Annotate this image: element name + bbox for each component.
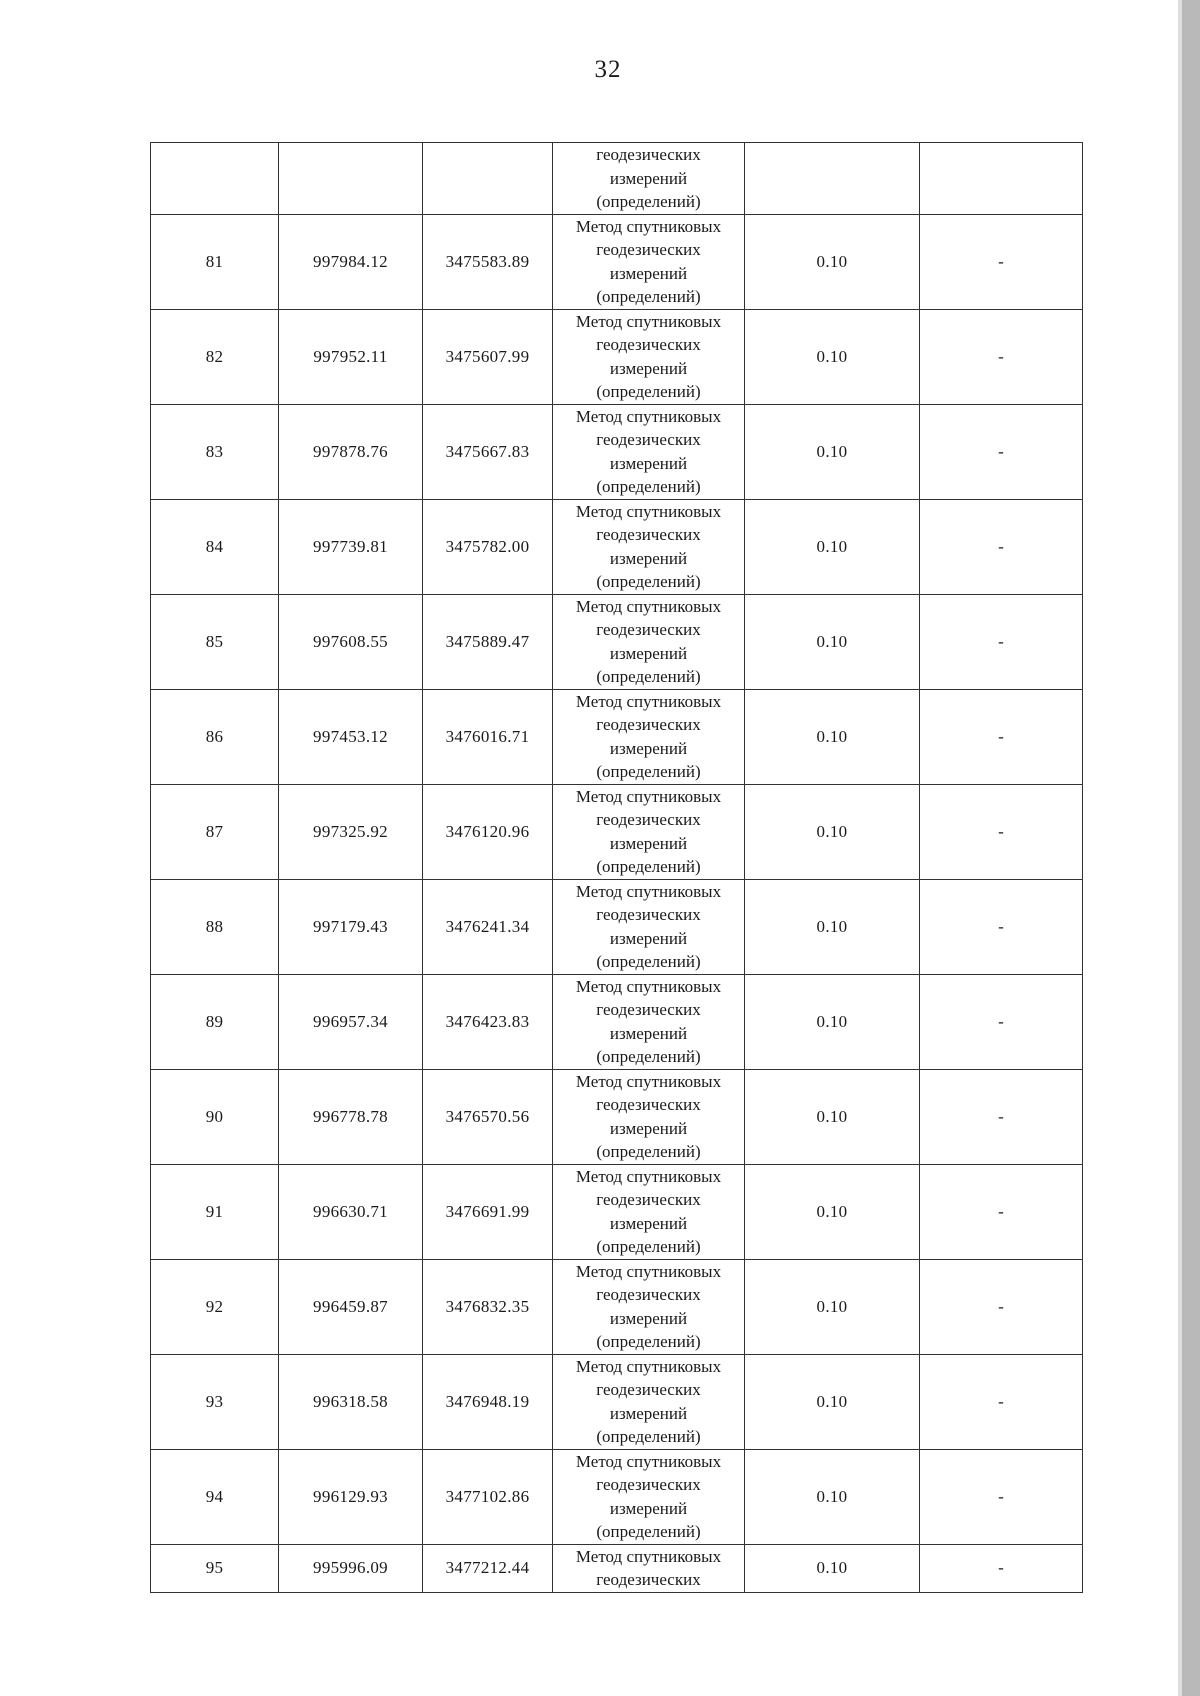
cell-x: 996129.93 bbox=[279, 1449, 423, 1544]
cell-note: - bbox=[920, 1354, 1083, 1449]
table-row bbox=[151, 1449, 1083, 1544]
cell-y: 3476423.83 bbox=[423, 974, 553, 1069]
cell-y: 3476691.99 bbox=[423, 1164, 553, 1259]
method-line: геодезических bbox=[596, 430, 701, 449]
cell-note bbox=[920, 143, 1083, 215]
method-line: измерений bbox=[609, 1213, 688, 1233]
method-line: (определений) bbox=[596, 1047, 701, 1066]
method-line: измерений bbox=[609, 263, 688, 283]
cell-y: 3475607.99 bbox=[423, 309, 553, 404]
cell-number: 86 bbox=[151, 689, 279, 784]
cell-number: 85 bbox=[151, 594, 279, 689]
cell-y: 3476948.19 bbox=[423, 1354, 553, 1449]
cell-y: 3475889.47 bbox=[423, 594, 553, 689]
method-line: измерений bbox=[609, 928, 688, 948]
cell-accuracy: 0.10 bbox=[745, 309, 920, 404]
cell-method bbox=[553, 879, 745, 974]
cell-accuracy: 0.10 bbox=[745, 1544, 920, 1592]
cell-y: 3475667.83 bbox=[423, 404, 553, 499]
cell-note: - bbox=[920, 499, 1083, 594]
method-line: измерений bbox=[609, 1118, 688, 1138]
cell-note: - bbox=[920, 309, 1083, 404]
method-line: (определений) bbox=[596, 762, 701, 781]
method-line: измерений bbox=[609, 168, 688, 188]
cell-y: 3476120.96 bbox=[423, 784, 553, 879]
cell-accuracy: 0.10 bbox=[745, 1449, 920, 1544]
method-line: (определений) bbox=[596, 1142, 701, 1161]
method-line: геодезических bbox=[596, 240, 701, 259]
table-row-continuation bbox=[151, 143, 1083, 215]
table-row bbox=[151, 974, 1083, 1069]
table-row bbox=[151, 784, 1083, 879]
method-line: измерений bbox=[609, 548, 688, 568]
cell-method bbox=[553, 143, 745, 215]
cell-method bbox=[553, 1164, 745, 1259]
cell-x: 997739.81 bbox=[279, 499, 423, 594]
cell-note: - bbox=[920, 594, 1083, 689]
cell-method bbox=[553, 309, 745, 404]
cell-method bbox=[553, 1259, 745, 1354]
method-line: (определений) bbox=[596, 287, 701, 306]
cell-accuracy: 0.10 bbox=[745, 974, 920, 1069]
table-row bbox=[151, 1544, 1083, 1592]
coordinates-table-body bbox=[151, 143, 1083, 1593]
cell-method bbox=[553, 689, 745, 784]
table-row bbox=[151, 1164, 1083, 1259]
cell-note: - bbox=[920, 1544, 1083, 1592]
cell-x: 997608.55 bbox=[279, 594, 423, 689]
method-line: Метод спутниковых bbox=[575, 1071, 722, 1091]
method-line: измерений bbox=[609, 1403, 688, 1423]
method-line: (определений) bbox=[596, 382, 701, 401]
method-line: геодезических bbox=[596, 905, 701, 924]
method-line: Метод спутниковых bbox=[575, 1451, 722, 1471]
method-line: (определений) bbox=[596, 952, 701, 971]
method-line: геодезических bbox=[596, 810, 701, 829]
cell-number: 87 bbox=[151, 784, 279, 879]
cell-y: 3477102.86 bbox=[423, 1449, 553, 1544]
cell-number bbox=[151, 143, 279, 215]
cell-y: 3475782.00 bbox=[423, 499, 553, 594]
cell-number: 88 bbox=[151, 879, 279, 974]
cell-accuracy: 0.10 bbox=[745, 1259, 920, 1354]
method-line: Метод спутниковых bbox=[575, 1356, 722, 1376]
cell-y: 3477212.44 bbox=[423, 1544, 553, 1592]
method-line: Метод спутниковых bbox=[575, 1546, 722, 1566]
cell-number: 89 bbox=[151, 974, 279, 1069]
method-line: геодезических bbox=[596, 715, 701, 734]
method-line: (определений) bbox=[596, 572, 701, 591]
cell-x bbox=[279, 143, 423, 215]
cell-note: - bbox=[920, 974, 1083, 1069]
cell-x: 996778.78 bbox=[279, 1069, 423, 1164]
cell-y: 3476570.56 bbox=[423, 1069, 553, 1164]
cell-number: 93 bbox=[151, 1354, 279, 1449]
cell-note: - bbox=[920, 689, 1083, 784]
cell-accuracy: 0.10 bbox=[745, 784, 920, 879]
cell-y: 3475583.89 bbox=[423, 214, 553, 309]
cell-y bbox=[423, 143, 553, 215]
table-row bbox=[151, 879, 1083, 974]
method-line: геодезических bbox=[596, 145, 701, 164]
method-line: геодезических bbox=[596, 525, 701, 544]
method-line: Метод спутниковых bbox=[575, 501, 722, 521]
table-row bbox=[151, 404, 1083, 499]
table-row bbox=[151, 1354, 1083, 1449]
page-number: 32 bbox=[594, 56, 622, 83]
method-line: Метод спутниковых bbox=[575, 1166, 722, 1186]
cell-x: 996459.87 bbox=[279, 1259, 423, 1354]
cell-method bbox=[553, 784, 745, 879]
method-line: Метод спутниковых bbox=[575, 786, 722, 806]
cell-method bbox=[553, 214, 745, 309]
method-line: геодезических bbox=[596, 1000, 701, 1019]
cell-x: 996630.71 bbox=[279, 1164, 423, 1259]
method-line: геодезических bbox=[596, 1475, 701, 1494]
table-row bbox=[151, 1069, 1083, 1164]
cell-x: 997325.92 bbox=[279, 784, 423, 879]
method-line: Метод спутниковых bbox=[575, 406, 722, 426]
cell-method bbox=[553, 1354, 745, 1449]
cell-x: 997453.12 bbox=[279, 689, 423, 784]
cell-number: 83 bbox=[151, 404, 279, 499]
cell-method bbox=[553, 1069, 745, 1164]
method-line: (определений) bbox=[596, 477, 701, 496]
table-row bbox=[151, 594, 1083, 689]
cell-x: 995996.09 bbox=[279, 1544, 423, 1592]
method-line: (определений) bbox=[596, 857, 701, 876]
method-line: измерений bbox=[609, 643, 688, 663]
cell-method bbox=[553, 1544, 745, 1592]
cell-accuracy: 0.10 bbox=[745, 689, 920, 784]
method-line: геодезических bbox=[596, 1570, 701, 1589]
method-line: геодезических bbox=[596, 1190, 701, 1209]
method-line: геодезических bbox=[596, 335, 701, 354]
cell-number: 84 bbox=[151, 499, 279, 594]
cell-number: 94 bbox=[151, 1449, 279, 1544]
page-edge bbox=[1182, 0, 1200, 1696]
cell-y: 3476016.71 bbox=[423, 689, 553, 784]
method-line: Метод спутниковых bbox=[575, 311, 722, 331]
method-line: Метод спутниковых bbox=[575, 216, 722, 236]
cell-y: 3476241.34 bbox=[423, 879, 553, 974]
cell-x: 996318.58 bbox=[279, 1354, 423, 1449]
cell-note: - bbox=[920, 879, 1083, 974]
cell-accuracy: 0.10 bbox=[745, 1354, 920, 1449]
method-line: геодезических bbox=[596, 1095, 701, 1114]
method-line: (определений) bbox=[596, 667, 701, 686]
cell-number: 82 bbox=[151, 309, 279, 404]
cell-accuracy bbox=[745, 143, 920, 215]
cell-accuracy: 0.10 bbox=[745, 1069, 920, 1164]
cell-x: 996957.34 bbox=[279, 974, 423, 1069]
cell-number: 92 bbox=[151, 1259, 279, 1354]
table-row bbox=[151, 1259, 1083, 1354]
cell-method bbox=[553, 499, 745, 594]
cell-note: - bbox=[920, 1164, 1083, 1259]
method-line: Метод спутниковых bbox=[575, 691, 722, 711]
method-line: геодезических bbox=[596, 1285, 701, 1304]
method-line: Метод спутниковых bbox=[575, 596, 722, 616]
method-line: Метод спутниковых bbox=[575, 881, 722, 901]
cell-number: 90 bbox=[151, 1069, 279, 1164]
method-line: геодезических bbox=[596, 620, 701, 639]
method-line: (определений) bbox=[596, 192, 701, 211]
method-line: измерений bbox=[609, 1498, 688, 1518]
method-line: (определений) bbox=[596, 1427, 701, 1446]
table-row bbox=[151, 689, 1083, 784]
method-line: Метод спутниковых bbox=[575, 1261, 722, 1281]
cell-note: - bbox=[920, 1069, 1083, 1164]
table-row bbox=[151, 214, 1083, 309]
method-line: измерений bbox=[609, 738, 688, 758]
method-line: измерений bbox=[609, 1023, 688, 1043]
method-line: измерений bbox=[609, 358, 688, 378]
cell-method bbox=[553, 404, 745, 499]
cell-x: 997179.43 bbox=[279, 879, 423, 974]
cell-note: - bbox=[920, 1449, 1083, 1544]
cell-number: 81 bbox=[151, 214, 279, 309]
method-line: (определений) bbox=[596, 1237, 701, 1256]
cell-accuracy: 0.10 bbox=[745, 214, 920, 309]
method-line: Метод спутниковых bbox=[575, 976, 722, 996]
method-line: геодезических bbox=[596, 1380, 701, 1399]
cell-y: 3476832.35 bbox=[423, 1259, 553, 1354]
cell-x: 997952.11 bbox=[279, 309, 423, 404]
cell-x: 997984.12 bbox=[279, 214, 423, 309]
table-row bbox=[151, 499, 1083, 594]
method-line: измерений bbox=[609, 1308, 688, 1328]
table-row bbox=[151, 309, 1083, 404]
method-line: (определений) bbox=[596, 1332, 701, 1351]
method-line: измерений bbox=[609, 833, 688, 853]
cell-number: 95 bbox=[151, 1544, 279, 1592]
cell-method bbox=[553, 594, 745, 689]
cell-method bbox=[553, 1449, 745, 1544]
method-line: измерений bbox=[609, 453, 688, 473]
cell-note: - bbox=[920, 784, 1083, 879]
coordinates-table bbox=[150, 142, 1083, 1593]
cell-accuracy: 0.10 bbox=[745, 404, 920, 499]
method-line: (определений) bbox=[596, 1522, 701, 1541]
cell-x: 997878.76 bbox=[279, 404, 423, 499]
cell-accuracy: 0.10 bbox=[745, 594, 920, 689]
cell-method bbox=[553, 974, 745, 1069]
cell-accuracy: 0.10 bbox=[745, 1164, 920, 1259]
cell-accuracy: 0.10 bbox=[745, 879, 920, 974]
cell-accuracy: 0.10 bbox=[745, 499, 920, 594]
cell-note: - bbox=[920, 404, 1083, 499]
cell-note: - bbox=[920, 214, 1083, 309]
cell-number: 91 bbox=[151, 1164, 279, 1259]
cell-note: - bbox=[920, 1259, 1083, 1354]
